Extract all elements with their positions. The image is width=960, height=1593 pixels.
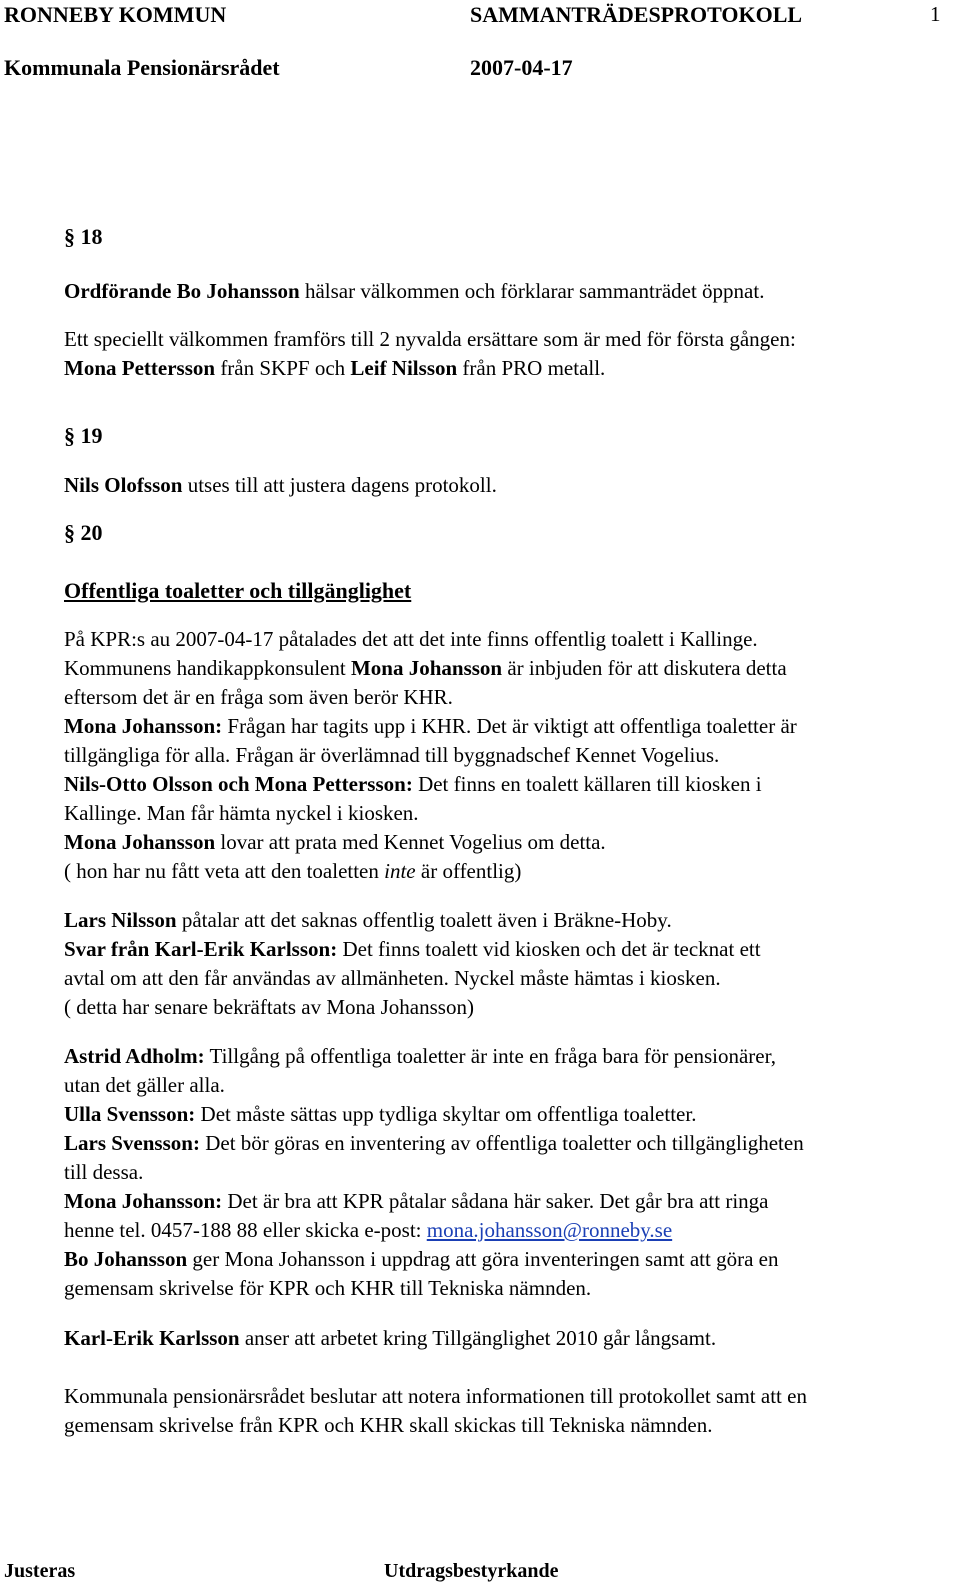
person-name: Leif Nilsson [350, 356, 458, 380]
text: Frågan har tagits upp i KHR. Det är viktigt att offentliga toaletter är [222, 714, 797, 738]
text: utses till att justera dagens protokoll. [182, 473, 497, 497]
text: gemensam skrivelse för KPR och KHR till Tekniska nämnden. [64, 1276, 592, 1300]
text: Ett speciellt välkommen framförs till 2 nyvalda ersättare som är med för första gången: [64, 327, 796, 351]
text: Det finns en toalett källaren till kiosken i [412, 772, 762, 796]
text: är offentlig) [415, 859, 522, 883]
person-name: Mona Johansson [350, 656, 503, 680]
italic-word: inte [384, 859, 416, 883]
section-19-body [64, 471, 954, 500]
footer-utdragsbestyrkande: Utdragsbestyrkande [384, 1560, 559, 1582]
text: är inbjuden för att diskutera detta [502, 656, 787, 680]
text: påtalar att det saknas offentlig toalett även i Bräkne-Hoby. [176, 908, 672, 932]
text: Det bör göras en inventering av offentliga toaletter och tillgängligheten [199, 1131, 804, 1155]
section-18-body [64, 277, 954, 383]
person-name: Lars Nilsson [64, 908, 177, 932]
footer-justeras: Justeras [4, 1560, 76, 1582]
person-name: Bo Johansson [64, 1247, 188, 1271]
section-20-title: Offentliga toaletter och tillgänglighet [64, 578, 412, 603]
text: från SKPF och [215, 356, 351, 380]
speaker-name: Mona Johansson: [64, 1189, 223, 1213]
text: ( detta har senare bekräftats av Mona Johansson) [64, 995, 474, 1019]
text: ( hon har nu fått veta att den toaletten [64, 859, 385, 883]
text: anser att arbetet kring Tillgänglighet 2010 går långsamt. [239, 1326, 717, 1350]
section-20-body-d [64, 1324, 954, 1353]
email-link[interactable]: mona.johansson@ronneby.se [426, 1218, 673, 1242]
text: På KPR:s au 2007-04-17 påtalades det att det inte finns offentlig toalett i Kallinge. [64, 627, 758, 651]
person-name: Nils Olofsson [64, 473, 183, 497]
text: Det är bra att KPR påtalar sådana här saker. Det går bra att ringa [222, 1189, 769, 1213]
text: Kallinge. Man får hämta nyckel i kiosken. [64, 801, 419, 825]
text: Det måste sättas upp tydliga skyltar om offentliga toaletter. [195, 1102, 697, 1126]
text: avtal om att den får användas av allmänheten. Nyckel måste hämtas i kiosken. [64, 966, 721, 990]
section-19-heading: § 19 [64, 423, 103, 448]
header-council: Kommunala Pensionärsrådet [4, 55, 280, 80]
section-18-heading: § 18 [64, 224, 103, 249]
speaker-name: Ulla Svensson: [64, 1102, 196, 1126]
section-20-body-c [64, 1042, 954, 1303]
section-20-body-b [64, 906, 954, 1022]
person-name: Karl-Erik Karlsson [64, 1326, 240, 1350]
text: eftersom det är en fråga som även berör KHR. [64, 685, 453, 709]
header-date: 2007-04-17 [470, 55, 573, 80]
page-number: 1 [930, 2, 941, 26]
text: Kommunala pensionärsrådet beslutar att notera informationen till protokollet samt att en [64, 1384, 807, 1408]
section-20-heading: § 20 [64, 520, 103, 545]
text: henne tel. 0457-188 88 eller skicka e-post: [64, 1218, 427, 1242]
section-20-body-a [64, 625, 954, 886]
text: till dessa. [64, 1160, 144, 1184]
speaker-name: Svar från Karl-Erik Karlsson: [64, 937, 338, 961]
person-name: Mona Pettersson [64, 356, 216, 380]
text: Tillgång på offentliga toaletter är inte en fråga bara för pensionärer, [204, 1044, 776, 1068]
speaker-name: Ordförande Bo Johansson [64, 279, 300, 303]
text: ger Mona Johansson i uppdrag att göra inventeringen samt att göra en [187, 1247, 779, 1271]
text: Kommunens handikappkonsulent [64, 656, 351, 680]
text: utan det gäller alla. [64, 1073, 225, 1097]
text: hälsar välkommen och förklarar sammanträdet öppnat. [299, 279, 765, 303]
text: lovar att prata med Kennet Vogelius om detta. [215, 830, 606, 854]
speaker-name: Astrid Adholm: [64, 1044, 205, 1068]
section-20-decision [64, 1382, 954, 1440]
text: Det finns toalett vid kiosken och det är tecknat ett [337, 937, 761, 961]
person-name: Mona Johansson [64, 830, 216, 854]
header-doc-type: SAMMANTRÄDESPROTOKOLL [470, 2, 803, 27]
speaker-name: Lars Svensson: [64, 1131, 200, 1155]
header-org: RONNEBY KOMMUN [4, 2, 227, 27]
text: tillgängliga för alla. Frågan är överlämnad till byggnadschef Kennet Vogelius. [64, 743, 720, 767]
speaker-name: Mona Johansson: [64, 714, 223, 738]
speaker-name: Nils-Otto Olsson och Mona Pettersson: [64, 772, 413, 796]
text: gemensam skrivelse från KPR och KHR skall skickas till Tekniska nämnden. [64, 1413, 713, 1437]
text: från PRO metall. [457, 356, 606, 380]
